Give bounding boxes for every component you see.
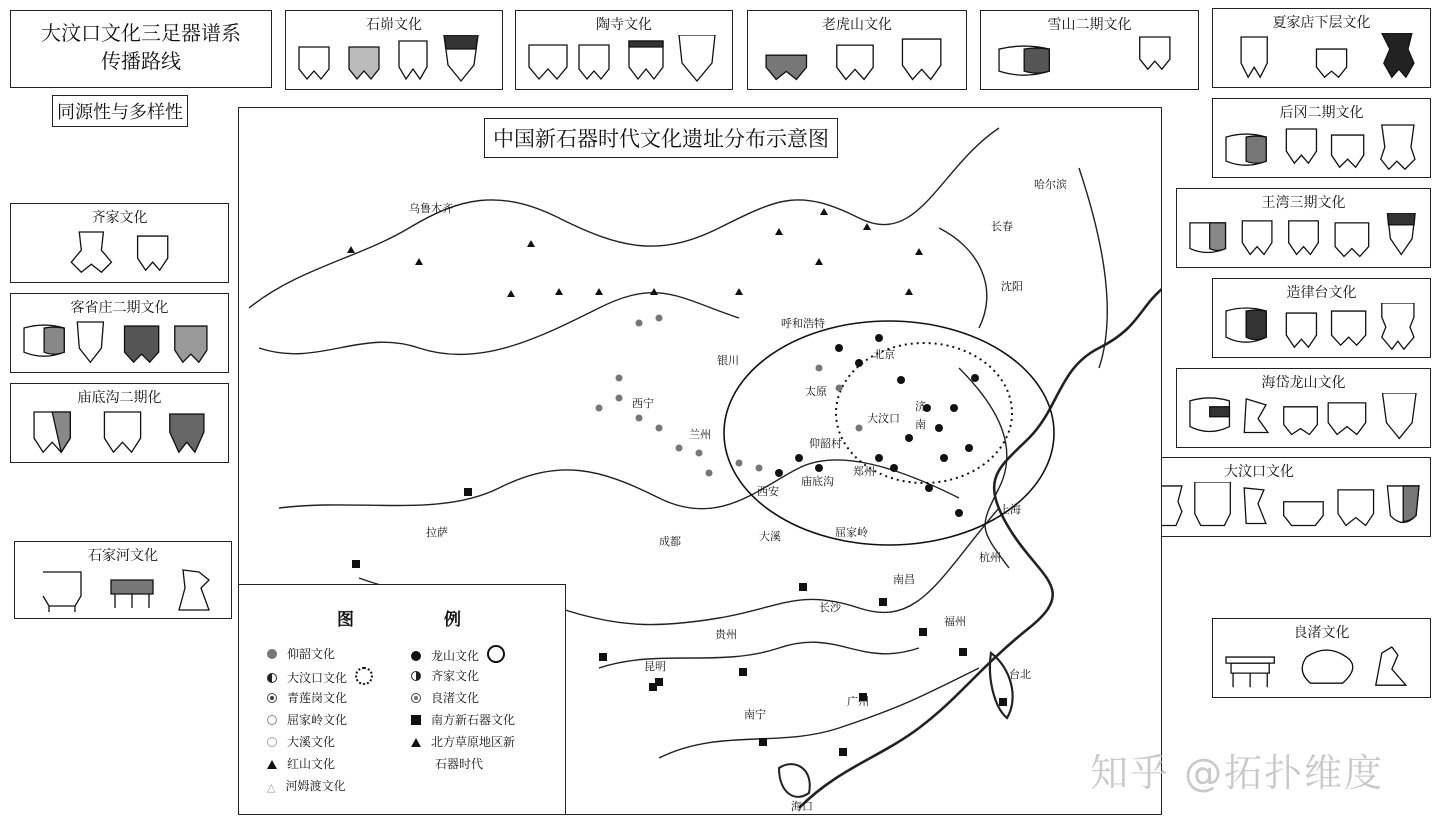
legend-item-northern: 北方草原地区新 [411,733,515,750]
legend [239,584,566,815]
vessel-drawings [19,228,220,278]
vessel-drawings [1221,643,1422,693]
legend-item-liangzhu: 良渚文化 [411,689,479,706]
map-title: 中国新石器时代文化遗址分布示意图 [484,118,838,158]
city-yangshao: 仰韶村 [809,437,842,450]
culture-box-shimao [285,10,503,90]
legend-item-northern-line2: 石器时代 [435,757,484,771]
black-dot-icon [411,651,421,661]
subtitle: 同源性与多样性 [52,95,188,127]
open-triangle-icon: △ [267,781,276,794]
legend-item-hemudu: △ 河姆渡文化 [267,779,346,794]
culture-title: 造律台文化 [1286,285,1357,301]
culture-title: 王湾三期文化 [1261,195,1346,211]
triangle-icon [267,760,277,769]
culture-title: 雪山二期文化 [1047,17,1132,33]
culture-box-shijiahe [14,541,232,619]
legend-item-southern: 南方新石器文化 [411,711,515,728]
culture-box-laohushan [747,10,967,90]
vessel-drawings [524,35,724,85]
city-harbin: 哈尔滨 [1034,178,1067,191]
city-daxi: 大溪 [759,530,781,543]
city-xian: 西安 [757,485,779,498]
legend-item-qujialing: 屈家岭文化 [267,711,347,728]
culture-title: 石家河文化 [88,548,158,564]
vessel-drawings [1185,393,1422,442]
city-dawenkou: 大汶口 [867,412,900,425]
culture-box-zaolvtai [1212,278,1431,358]
city-hangzhou: 杭州 [979,551,1001,564]
ring-dot-icon [411,693,421,703]
vessel-drawings [1185,213,1422,262]
culture-title: 海岱龙山文化 [1261,375,1346,391]
vessel-drawings [989,35,1190,85]
city-taipei: 台北 [1009,668,1031,681]
culture-title: 良渚文化 [1293,625,1350,641]
map-panel [238,107,1162,815]
vessel-drawings [756,35,958,86]
open-circle-icon [267,737,277,747]
city-nan: 南 [915,418,926,431]
city-lanzhou: 兰州 [689,428,711,441]
city-guangzhou: 广州 [847,695,869,708]
vessel-drawings [23,566,223,616]
square-icon [411,715,421,725]
city-kunming: 昆明 [644,660,666,673]
main-title-line2: 传播路线 [101,49,181,73]
city-beijing: 北京 [873,348,895,361]
culture-title: 大汶口文化 [1224,464,1294,480]
city-shenyang: 沈阳 [1001,280,1023,293]
city-zhengzhou: 郑州 [853,465,875,478]
city-nanning: 南宁 [744,708,766,721]
city-changsha: 长沙 [819,601,841,614]
legend-item-qinglian: 青莲岗文化 [267,689,347,706]
dot-icon [267,649,277,659]
legend-item-qijia: 齐家文化 [411,667,479,684]
city-guizhou: 贵州 [715,628,737,641]
legend-item-daxi: 大溪文化 [267,733,335,750]
culture-title: 齐家文化 [91,210,148,226]
culture-box-miaodigou [10,383,229,463]
dotted-circle-icon [355,667,373,685]
legend-item-yangshao: 仰韶文化 [267,645,335,662]
legend-item-dawenkou: 大汶口文化 [267,667,373,686]
solid-circle-icon [487,645,505,663]
legend-head-right: 例 [444,610,461,630]
vessel-drawings [1221,303,1422,353]
triangle-icon [411,738,421,747]
culture-title: 石峁文化 [366,17,422,33]
culture-title: 夏家店下层文化 [1272,15,1371,31]
city-hohhot: 呼和浩特 [781,317,825,330]
city-shanghai: 上海 [999,503,1021,516]
culture-box-xueshan [980,10,1199,90]
culture-box-taosi [515,10,733,90]
culture-title: 陶寺文化 [596,17,652,33]
city-changchun: 长春 [991,220,1013,233]
city-nanchang: 南昌 [893,573,915,586]
circle-plus-icon [267,715,277,725]
city-xining: 西宁 [632,397,654,410]
city-taiyuan: 太原 [805,385,827,398]
city-yinchuan: 银川 [717,354,739,367]
culture-box-wangwan [1176,188,1431,268]
culture-title: 后冈二期文化 [1279,105,1364,121]
culture-box-hougang [1212,98,1431,178]
city-lhasa: 拉萨 [426,526,448,539]
main-title-line1: 大汶口文化三足器谱系 [41,21,241,45]
city-urumqi: 乌鲁木齐 [409,202,453,215]
legend-head-left: 图 [337,610,354,630]
culture-box-qijia [10,203,229,283]
culture-box-xiajiadian [1212,8,1431,88]
city-miaodigou: 庙底沟 [801,475,834,488]
culture-title: 老虎山文化 [822,17,892,33]
culture-box-kexingzhuang [10,293,229,373]
legend-item-longshan: 龙山文化 [411,645,505,664]
vessel-drawings [294,35,494,85]
legend-item-hongshan: 红山文化 [267,755,335,772]
culture-box-haidai [1176,368,1431,448]
city-chengdu: 成都 [659,535,681,548]
culture-title: 客省庄二期文化 [70,300,169,316]
half-dot-icon [267,673,277,683]
city-ji: 济 [915,400,926,413]
vessel-drawings [19,318,220,368]
ring-dot-icon [267,693,277,703]
half-dot-icon [411,671,421,681]
watermark: 知乎 @拓扑维度 [1090,751,1385,795]
culture-title: 庙底沟二期化 [77,390,162,406]
culture-box-liangzhu [1212,618,1431,698]
city-haikou: 海口 [791,800,813,813]
main-title [10,10,272,88]
vessel-drawings [1221,123,1422,173]
city-qujialing: 屈家岭 [835,526,868,539]
vessel-drawings [19,408,220,458]
vessel-drawings [1221,33,1422,83]
city-fuzhou: 福州 [944,615,966,628]
